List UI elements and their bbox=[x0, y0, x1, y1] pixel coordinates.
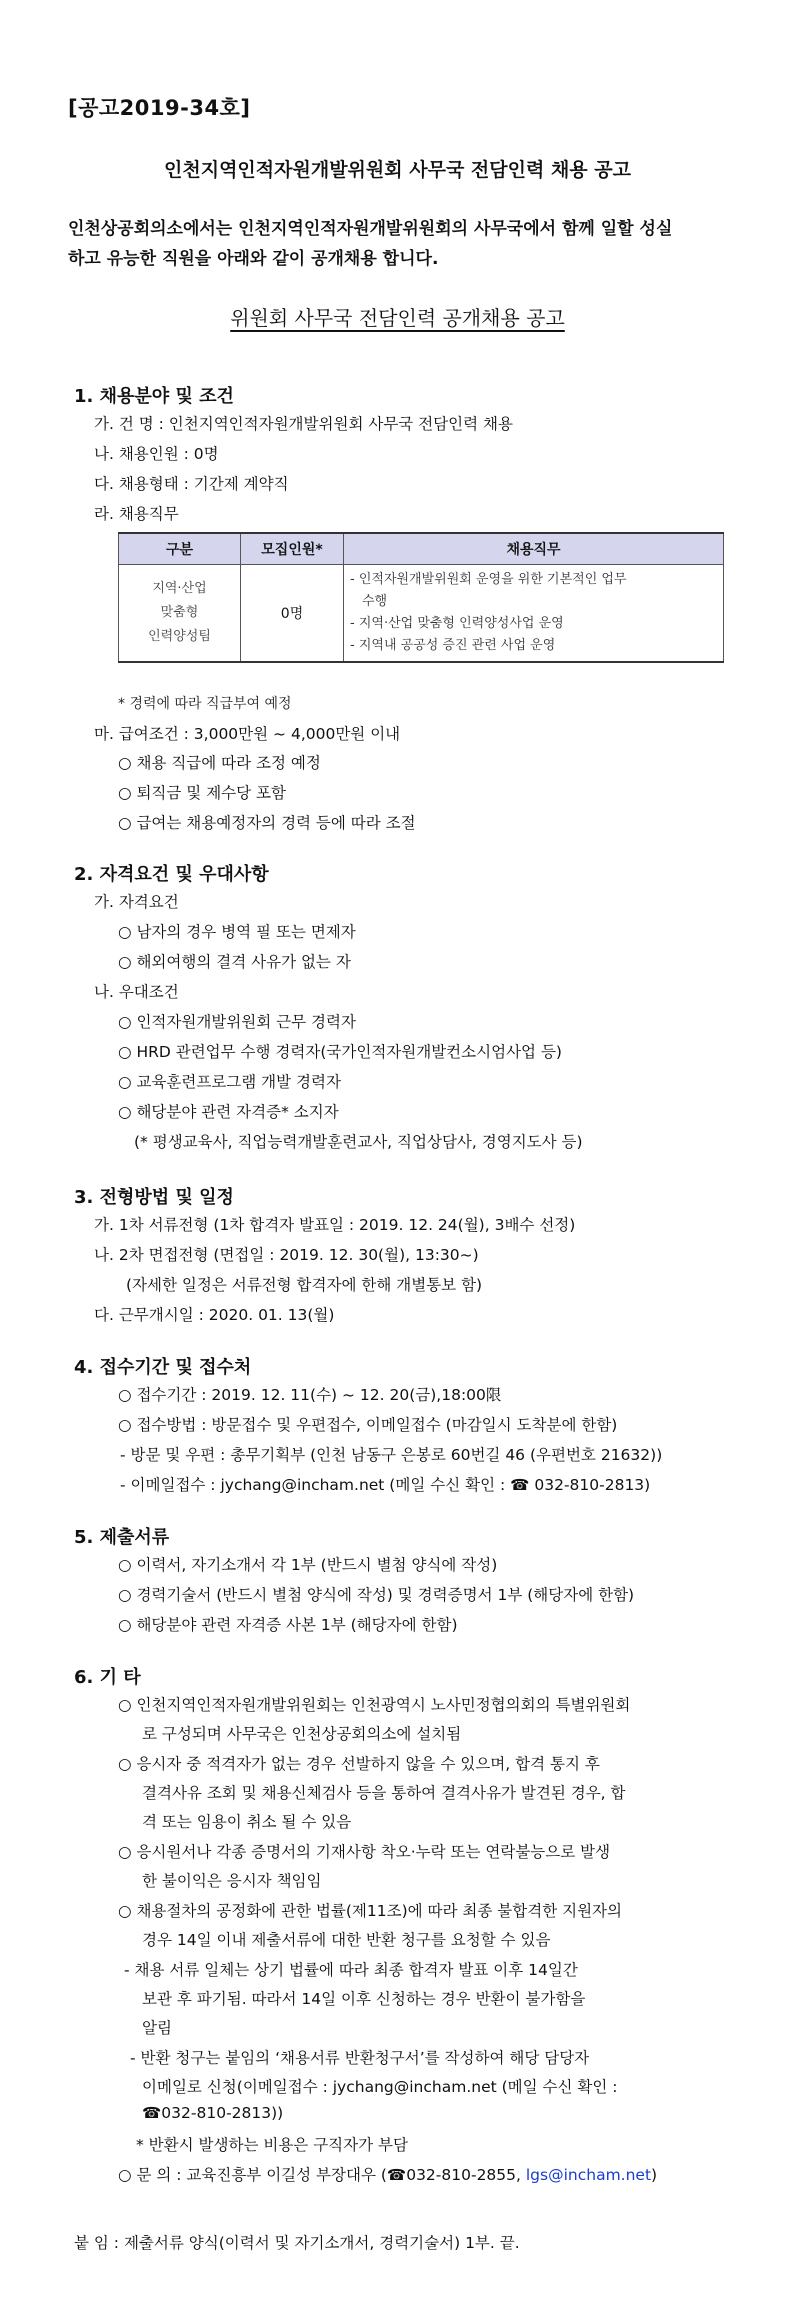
application-line: - 이메일접수 : jychang@incham.net (메일 수신 확인 : ☎ 032-810-2813) bbox=[120, 1476, 651, 1494]
misc-line: 알림 bbox=[142, 2019, 172, 2037]
salary-note: ○ 퇴직금 및 제수당 포함 bbox=[118, 784, 286, 802]
table-cell-count: 0명 bbox=[241, 565, 344, 663]
preference-note: (* 평생교육사, 직업능력개발훈련교사, 직업상담사, 경영지도사 등) bbox=[134, 1133, 583, 1151]
duty-line: - 지역내 공공성 증진 관련 사업 운영 bbox=[350, 638, 556, 653]
table-cell-duties bbox=[344, 565, 724, 663]
misc-line: - 반환 청구는 붙임의 ‘채용서류 반환청구서’를 작성하여 해당 담당자 bbox=[130, 2049, 590, 2067]
qualification-item: ○ 남자의 경우 병역 필 또는 면제자 bbox=[118, 923, 356, 941]
schedule-line: 나. 2차 면접전형 (면접일 : 2019. 12. 30(월), 13:30~) bbox=[94, 1246, 479, 1264]
item-subject: 가. 건 명 : 인천지역인적자원개발위원회 사무국 전담인력 채용 bbox=[94, 415, 513, 433]
misc-line: 로 구성되며 사무국은 인천상공회의소에 설치됨 bbox=[142, 1725, 462, 1743]
application-line: ○ 접수방법 : 방문접수 및 우편접수, 이메일접수 (마감일시 도착분에 한함) bbox=[118, 1416, 618, 1434]
item-job-duties: 라. 채용직무 bbox=[94, 505, 179, 523]
table-header-row bbox=[119, 533, 724, 565]
item-employment-type: 다. 채용형태 : 기간제 계약직 bbox=[94, 475, 289, 493]
contact-suffix: ) bbox=[651, 2166, 658, 2184]
sub-title: 위원회 사무국 전담인력 공개채용 공고 bbox=[230, 306, 565, 330]
misc-line: ☎032-810-2813)) bbox=[142, 2104, 284, 2122]
section-4-heading: 4. 접수기간 및 접수처 bbox=[74, 1357, 252, 1378]
duty-line: 수행 bbox=[362, 594, 388, 609]
category-line: 맞춤형 bbox=[160, 605, 199, 620]
section-2-heading: 2. 자격요건 및 우대사항 bbox=[74, 864, 269, 885]
qualification-label: 가. 자격요건 bbox=[94, 893, 179, 911]
table-footnote: * 경력에 따라 직급부여 예정 bbox=[118, 696, 292, 712]
duty-line: - 지역·산업 맞춤형 인력양성사업 운영 bbox=[350, 616, 564, 631]
misc-line: ○ 채용절차의 공정화에 관한 법률(제11조)에 따라 최종 불합격한 지원자의 bbox=[118, 1902, 623, 1920]
misc-line: 이메일로 신청(이메일접수 : jychang@incham.net (메일 수신 확인 : bbox=[142, 2078, 618, 2096]
category-line: 지역·산업 bbox=[152, 581, 207, 596]
intro-paragraph bbox=[68, 214, 728, 274]
contact-text: ○ 문 의 : 교육진흥부 이길성 부장대우 (☎032-810-2855, bbox=[118, 2166, 526, 2184]
misc-line: 경우 14일 이내 제출서류에 대한 반환 청구를 요청할 수 있음 bbox=[142, 1931, 551, 1949]
misc-line: 격 또는 임용이 취소 될 수 있음 bbox=[142, 1813, 352, 1831]
preference-label: 나. 우대조건 bbox=[94, 983, 179, 1001]
preference-item: ○ 해당분야 관련 자격증* 소지자 bbox=[118, 1103, 339, 1121]
item-salary: 마. 급여조건 : 3,000만원 ~ 4,000만원 이내 bbox=[94, 725, 401, 743]
page-title: 인천지역인적자원개발위원회 사무국 전담인력 채용 공고 bbox=[164, 159, 631, 181]
document-line: ○ 이력서, 자기소개서 각 1부 (반드시 별첨 양식에 작성) bbox=[118, 1556, 498, 1574]
intro-line-1: 인천상공회의소에서는 인천지역인적자원개발위원회의 사무국에서 함께 일할 성실 bbox=[68, 219, 673, 239]
attachment-note: 붙 임 : 제출서류 양식(이력서 및 자기소개서, 경력기술서) 1부. 끝. bbox=[74, 2234, 520, 2252]
contact-email-link[interactable]: lgs@incham.net bbox=[525, 2166, 652, 2184]
misc-line: 보관 후 파기됨. 따라서 14일 이후 신청하는 경우 반환이 불가함을 bbox=[142, 1990, 586, 2008]
table-header: 채용직무 bbox=[344, 533, 724, 565]
misc-line: - 채용 서류 일체는 상기 법률에 따라 최종 합격자 발표 이후 14일간 bbox=[124, 1961, 578, 1979]
misc-line: 한 불이익은 응시자 책임임 bbox=[142, 1872, 322, 1890]
document-line: ○ 경력기술서 (반드시 별첨 양식에 작성) 및 경력증명서 1부 (해당자에 한함) bbox=[118, 1586, 635, 1604]
qualification-item: ○ 해외여행의 결격 사유가 없는 자 bbox=[118, 953, 351, 971]
category-line: 인력양성팀 bbox=[148, 629, 211, 644]
misc-line: 결격사유 조회 및 채용신체검사 등을 통하여 결격사유가 발견된 경우, 합 bbox=[142, 1784, 626, 1802]
section-5-heading: 5. 제출서류 bbox=[74, 1527, 170, 1548]
contact-line bbox=[118, 2163, 657, 2185]
schedule-line: 가. 1차 서류전형 (1차 합격자 발표일 : 2019. 12. 24(월), 3배수 선정) bbox=[94, 1216, 576, 1234]
intro-line-2: 하고 유능한 직원을 아래와 같이 공개채용 합니다. bbox=[68, 249, 439, 269]
duty-line: - 인적자원개발위원회 운영을 위한 기본적인 업무 bbox=[350, 572, 627, 587]
misc-line: ○ 응시자 중 적격자가 없는 경우 선발하지 않을 수 있으며, 합격 통지 후 bbox=[118, 1755, 600, 1773]
table-header: 모집인원* bbox=[241, 533, 344, 565]
notice-number: [공고2019-34호] bbox=[68, 96, 251, 120]
application-line: - 방문 및 우편 : 총무기획부 (인천 남동구 은봉로 60번길 46 (우편번호 21632)) bbox=[120, 1446, 663, 1464]
section-3-heading: 3. 전형방법 및 일정 bbox=[74, 1187, 234, 1208]
misc-line: ○ 응시원서나 각종 증명서의 기재사항 착오·누락 또는 연락불능으로 발생 bbox=[118, 1843, 611, 1861]
schedule-line: (자세한 일정은 서류전형 합격자에 한해 개별통보 함) bbox=[126, 1276, 483, 1294]
table-header: 구분 bbox=[119, 533, 241, 565]
job-table bbox=[118, 532, 724, 663]
application-line: ○ 접수기간 : 2019. 12. 11(수) ~ 12. 20(금),18:00限 bbox=[118, 1386, 502, 1404]
preference-item: ○ HRD 관련업무 수행 경력자(국가인적자원개발컨소시엄사업 등) bbox=[118, 1043, 562, 1061]
section-6-heading: 6. 기 타 bbox=[74, 1667, 141, 1688]
preference-item: ○ 인적자원개발위원회 근무 경력자 bbox=[118, 1013, 356, 1031]
document-line: ○ 해당분야 관련 자격증 사본 1부 (해당자에 한함) bbox=[118, 1616, 458, 1634]
salary-note: ○ 채용 직급에 따라 조정 예정 bbox=[118, 754, 321, 772]
table-row bbox=[119, 565, 724, 663]
misc-line: * 반환시 발생하는 비용은 구직자가 부담 bbox=[136, 2136, 408, 2154]
preference-item: ○ 교육훈련프로그램 개발 경력자 bbox=[118, 1073, 341, 1091]
item-headcount: 나. 채용인원 : 0명 bbox=[94, 445, 219, 463]
salary-note: ○ 급여는 채용예정자의 경력 등에 따라 조절 bbox=[118, 814, 416, 832]
misc-line: ○ 인천지역인적자원개발위원회는 인천광역시 노사민정협의회의 특별위원회 bbox=[118, 1696, 631, 1714]
table-cell-category bbox=[119, 565, 241, 663]
schedule-line: 다. 근무개시일 : 2020. 01. 13(월) bbox=[94, 1306, 335, 1324]
section-1-heading: 1. 채용분야 및 조건 bbox=[74, 386, 234, 407]
